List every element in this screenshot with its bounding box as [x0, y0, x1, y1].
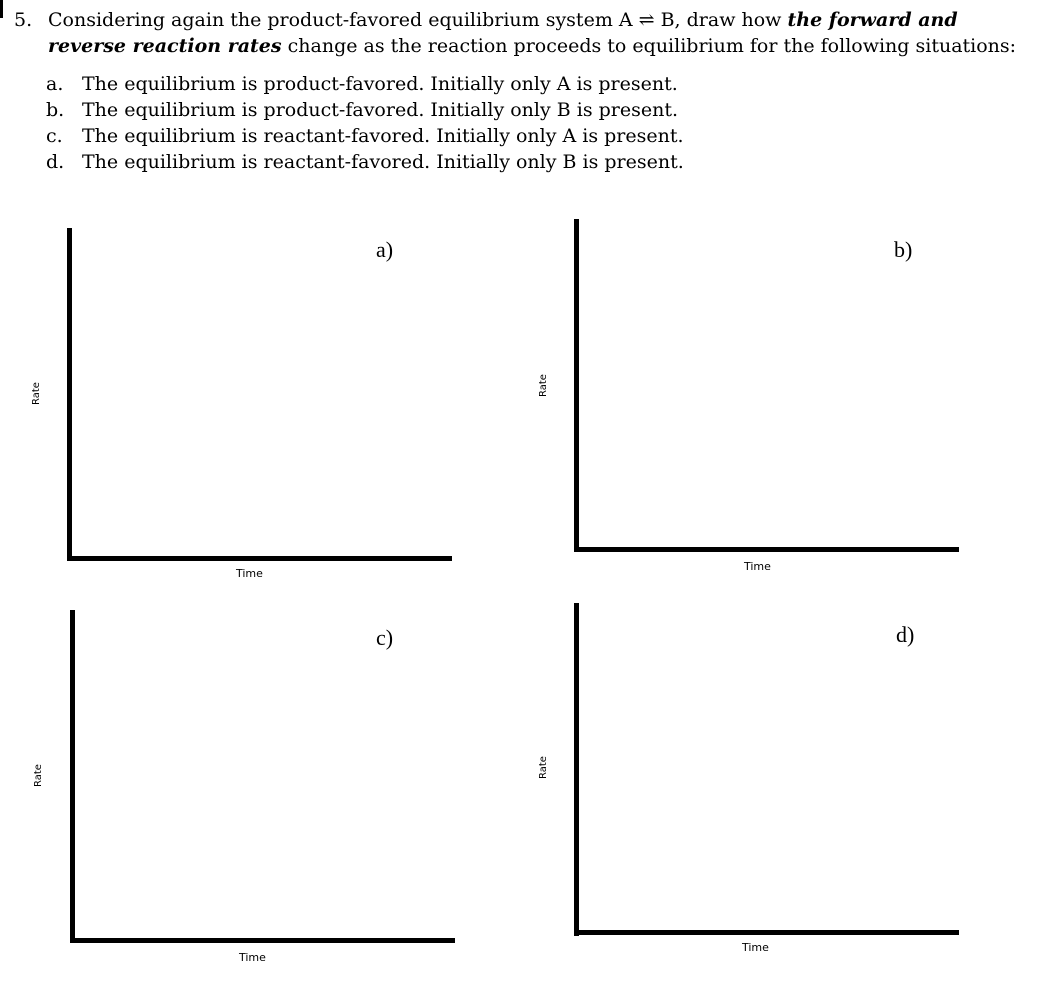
panel-label: b)	[894, 237, 913, 262]
y-axis	[574, 603, 579, 936]
situation-text: The equilibrium is product-favored. Initially only B is present.	[82, 99, 679, 121]
question-text-part2: change as the reaction proceeds to equilibrium for the following situations:	[281, 35, 1017, 57]
x-axis	[574, 930, 959, 935]
x-axis-label: Time	[742, 941, 769, 954]
situation-text: The equilibrium is reactant-favored. Initially only B is present.	[82, 151, 684, 173]
y-axis	[67, 228, 72, 561]
y-axis	[574, 219, 579, 552]
x-axis-label: Time	[744, 560, 771, 573]
situation-text: The equilibrium is reactant-favored. Initially only A is present.	[82, 125, 684, 147]
panel-label: c)	[376, 625, 394, 650]
y-axis-label: Rate	[537, 756, 549, 779]
situation-letter: b.	[46, 99, 65, 121]
situation-letter: c.	[46, 125, 63, 147]
question-emphasis: the forward and reverse reaction rates	[48, 9, 958, 57]
situation-letter: d.	[46, 151, 65, 173]
y-axis-label: Rate	[537, 374, 549, 397]
x-axis	[70, 938, 455, 943]
y-axis-label: Rate	[32, 764, 44, 787]
question-text	[48, 7, 1034, 59]
situation-letter: a.	[46, 73, 64, 95]
y-axis	[70, 610, 75, 943]
x-axis-label: Time	[236, 567, 263, 580]
panel-label: d)	[896, 622, 915, 647]
situation-text: The equilibrium is product-favored. Initially only A is present.	[82, 73, 678, 95]
x-axis	[574, 547, 959, 552]
question-text-part1: Considering again the product-favored equilibrium system A ⇌ B, draw how	[48, 9, 788, 31]
x-axis	[67, 556, 452, 561]
panel-label: a)	[376, 237, 394, 262]
margin-mark	[0, 0, 3, 18]
question-number: 5.	[14, 9, 33, 31]
question-prompt	[14, 7, 1034, 59]
y-axis-label: Rate	[30, 382, 42, 405]
x-axis-label: Time	[239, 951, 266, 964]
